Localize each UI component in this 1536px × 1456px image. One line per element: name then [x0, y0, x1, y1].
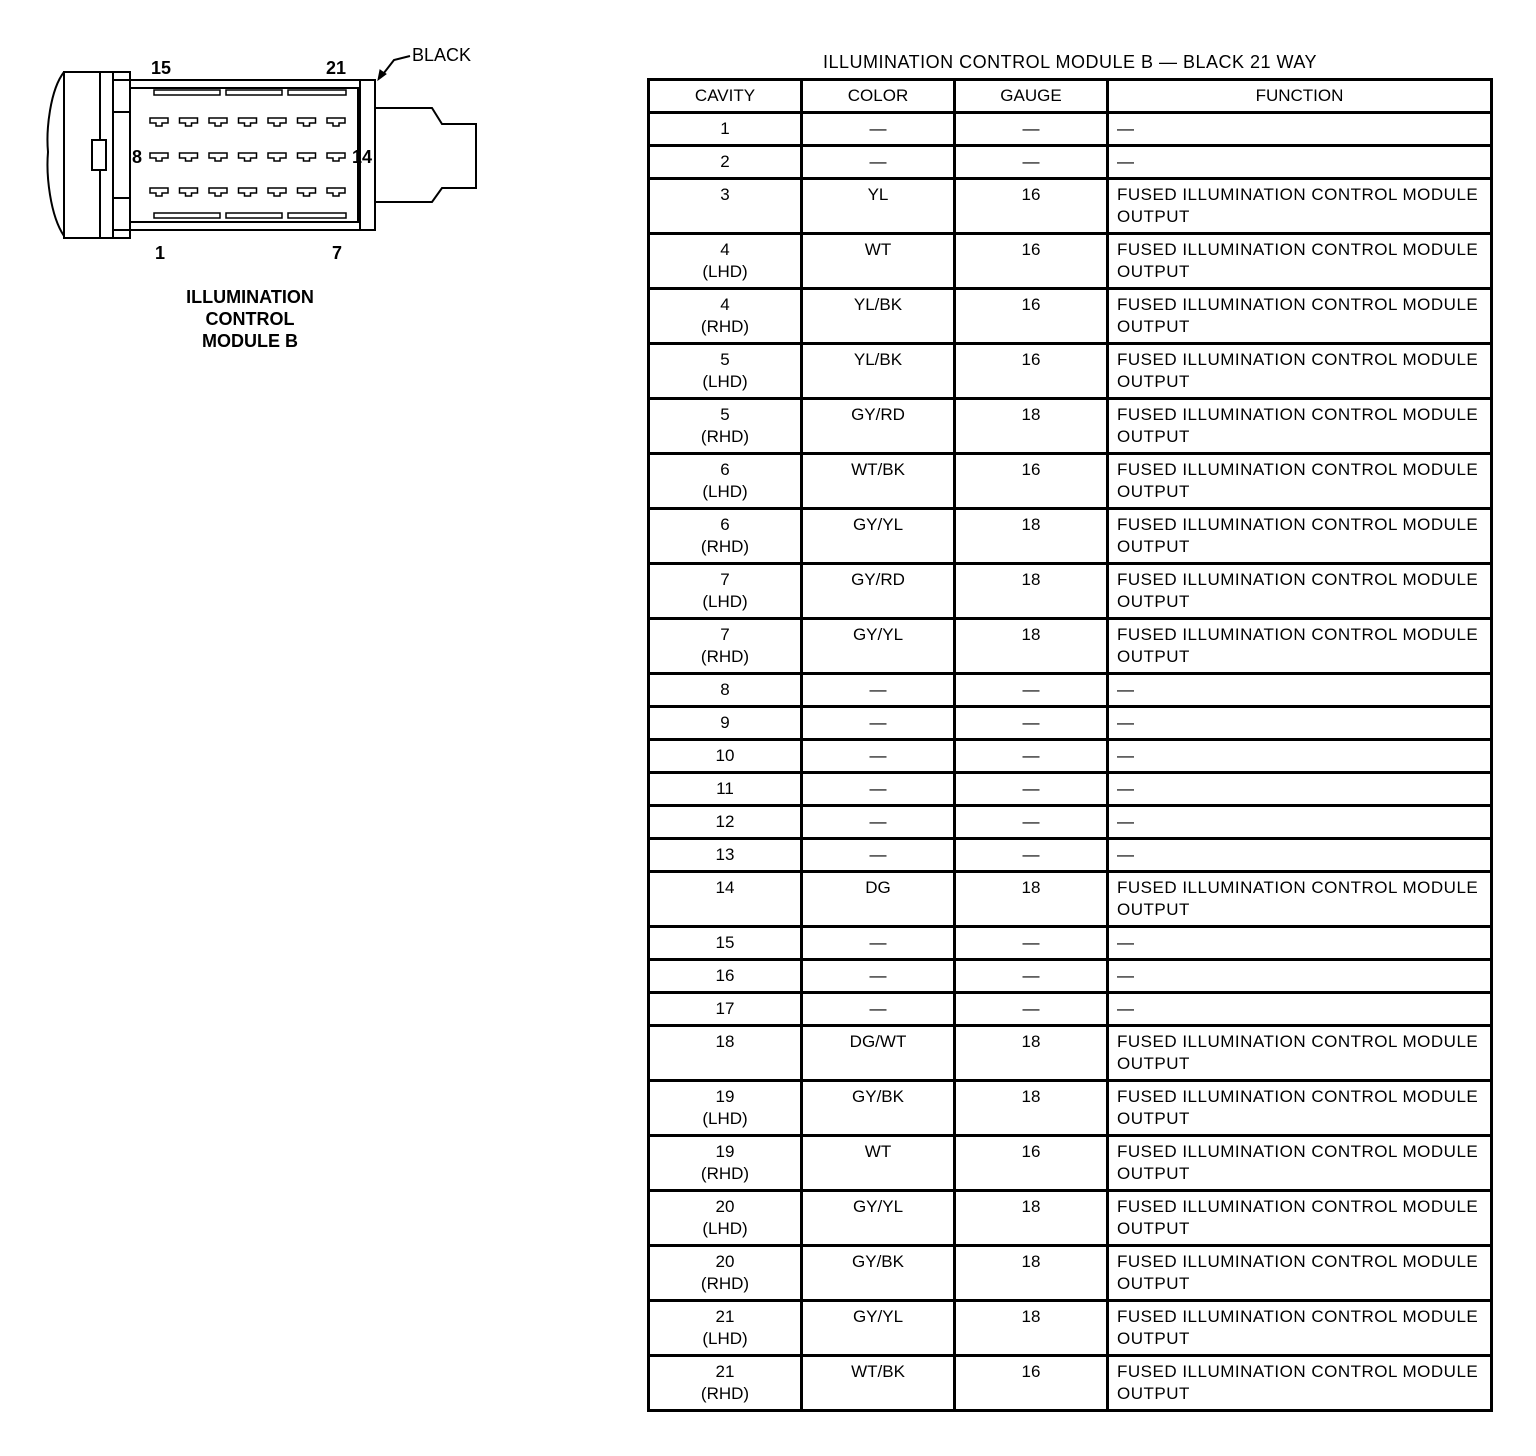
- color-cell: —: [802, 740, 955, 773]
- cavity-number: 20: [715, 1252, 735, 1271]
- function-cell: [1108, 872, 1492, 927]
- color-cell: GY/RD: [802, 399, 955, 454]
- cavity-cell: [649, 839, 802, 872]
- gauge-cell: 16: [955, 1356, 1108, 1411]
- gauge-cell: —: [955, 993, 1108, 1026]
- cavity-cell: [649, 509, 802, 564]
- table-row: [649, 234, 1492, 289]
- gauge-cell: 18: [955, 1246, 1108, 1301]
- cavity-cell: [649, 960, 802, 993]
- table-row: [649, 1191, 1492, 1246]
- function-line: OUTPUT: [1117, 207, 1190, 226]
- gauge-cell: —: [955, 707, 1108, 740]
- header-function: FUNCTION: [1108, 80, 1492, 113]
- table-row: [649, 1246, 1492, 1301]
- terminal-cavity: [268, 118, 286, 126]
- table-row: [649, 564, 1492, 619]
- gauge-cell: —: [955, 839, 1108, 872]
- terminal-cavity: [298, 188, 316, 196]
- function-line: FUSED ILLUMINATION CONTROL MODULE: [1117, 185, 1479, 204]
- terminal-cavity: [180, 118, 198, 126]
- function-line: FUSED ILLUMINATION CONTROL MODULE: [1117, 1032, 1479, 1051]
- table-row: [649, 872, 1492, 927]
- cavity-cell: [649, 707, 802, 740]
- gauge-cell: —: [955, 113, 1108, 146]
- table-row: [649, 960, 1492, 993]
- connector-name-line: MODULE B: [202, 331, 298, 351]
- gauge-cell: —: [955, 927, 1108, 960]
- color-cell: DG: [802, 872, 955, 927]
- cavity-number: 4: [720, 240, 730, 259]
- color-cell: —: [802, 839, 955, 872]
- table-row: [649, 740, 1492, 773]
- color-cell: —: [802, 927, 955, 960]
- cavity-cell: [649, 1356, 802, 1411]
- function-cell: [1108, 399, 1492, 454]
- function-cell: [1108, 960, 1492, 993]
- function-line: FUSED ILLUMINATION CONTROL MODULE: [1117, 1197, 1479, 1216]
- gauge-cell: 18: [955, 564, 1108, 619]
- table-row: [649, 773, 1492, 806]
- function-line: —: [1117, 119, 1135, 138]
- function-line: FUSED ILLUMINATION CONTROL MODULE: [1117, 295, 1479, 314]
- function-line: OUTPUT: [1117, 647, 1190, 666]
- cavity-number: 7: [720, 625, 730, 644]
- function-line: OUTPUT: [1117, 262, 1190, 281]
- function-line: FUSED ILLUMINATION CONTROL MODULE: [1117, 1142, 1479, 1161]
- table-row: [649, 454, 1492, 509]
- cavity-number: 13: [715, 845, 735, 864]
- cavity-cell: [649, 1191, 802, 1246]
- function-line: OUTPUT: [1117, 1164, 1190, 1183]
- cavity-cell: [649, 454, 802, 509]
- color-cell: DG/WT: [802, 1026, 955, 1081]
- pin-label-7: 7: [332, 243, 343, 263]
- cavity-number: 2: [720, 152, 730, 171]
- function-line: FUSED ILLUMINATION CONTROL MODULE: [1117, 460, 1479, 479]
- color-cell: —: [802, 707, 955, 740]
- connector-face-drawing: [40, 40, 500, 270]
- function-line: —: [1117, 999, 1135, 1018]
- cavity-variant: (LHD): [702, 1109, 748, 1128]
- function-line: FUSED ILLUMINATION CONTROL MODULE: [1117, 1362, 1479, 1381]
- gauge-cell: —: [955, 674, 1108, 707]
- cavity-number: 18: [715, 1032, 735, 1051]
- color-cell: GY/RD: [802, 564, 955, 619]
- header-color: COLOR: [802, 80, 955, 113]
- function-line: FUSED ILLUMINATION CONTROL MODULE: [1117, 570, 1479, 589]
- function-line: FUSED ILLUMINATION CONTROL MODULE: [1117, 878, 1479, 897]
- gauge-cell: 18: [955, 1191, 1108, 1246]
- terminal-cavity: [239, 153, 257, 161]
- function-line: —: [1117, 779, 1135, 798]
- cavity-cell: [649, 927, 802, 960]
- function-line: OUTPUT: [1117, 482, 1190, 501]
- function-line: OUTPUT: [1117, 1054, 1190, 1073]
- function-cell: [1108, 619, 1492, 674]
- cavity-variant: (RHD): [700, 537, 750, 556]
- function-line: OUTPUT: [1117, 1219, 1190, 1238]
- cavity-variant: (RHD): [700, 1164, 750, 1183]
- terminal-cavity: [239, 188, 257, 196]
- terminal-cavity: [150, 153, 168, 161]
- cavity-cell: [649, 289, 802, 344]
- cavity-cell: [649, 564, 802, 619]
- gauge-cell: —: [955, 960, 1108, 993]
- function-cell: [1108, 1301, 1492, 1356]
- gauge-cell: 18: [955, 1026, 1108, 1081]
- function-line: —: [1117, 812, 1135, 831]
- cavity-cell: [649, 399, 802, 454]
- terminal-cavity: [239, 118, 257, 126]
- color-cell: GY/YL: [802, 1301, 955, 1356]
- connector-name-line: ILLUMINATION: [186, 287, 314, 307]
- gauge-cell: —: [955, 773, 1108, 806]
- color-cell: —: [802, 113, 955, 146]
- cavity-cell: [649, 806, 802, 839]
- table-row: [649, 674, 1492, 707]
- table-row: [649, 1081, 1492, 1136]
- table-row: [649, 927, 1492, 960]
- cavity-cell: [649, 146, 802, 179]
- table-row: [649, 839, 1492, 872]
- connector-color-callout: BLACK: [412, 45, 472, 65]
- header-cavity: CAVITY: [649, 80, 802, 113]
- cavity-number: 7: [720, 570, 730, 589]
- function-cell: [1108, 927, 1492, 960]
- cavity-number: 6: [720, 460, 730, 479]
- pinout-table: [647, 78, 1493, 1412]
- table-row: [649, 113, 1492, 146]
- cavity-variant: (RHD): [700, 317, 750, 336]
- cavity-variant: (LHD): [702, 482, 748, 501]
- color-cell: YL: [802, 179, 955, 234]
- cavity-cell: [649, 1136, 802, 1191]
- function-cell: [1108, 674, 1492, 707]
- cavity-number: 19: [715, 1087, 735, 1106]
- color-cell: WT: [802, 1136, 955, 1191]
- gauge-cell: —: [955, 740, 1108, 773]
- pin-label-21: 21: [326, 58, 347, 78]
- cavity-variant: (LHD): [702, 262, 748, 281]
- color-cell: YL/BK: [802, 344, 955, 399]
- terminal-cavity: [327, 118, 345, 126]
- gauge-cell: —: [955, 146, 1108, 179]
- table-row: [649, 707, 1492, 740]
- cavity-number: 1: [720, 119, 730, 138]
- function-cell: [1108, 1246, 1492, 1301]
- function-line: OUTPUT: [1117, 1384, 1190, 1403]
- terminal-cavity: [180, 153, 198, 161]
- table-row: [649, 619, 1492, 674]
- color-cell: YL/BK: [802, 289, 955, 344]
- cavity-number: 10: [715, 746, 735, 765]
- terminal-cavity: [298, 118, 316, 126]
- function-cell: [1108, 839, 1492, 872]
- function-line: OUTPUT: [1117, 1274, 1190, 1293]
- cavity-variant: (LHD): [702, 1329, 748, 1348]
- function-cell: [1108, 1191, 1492, 1246]
- cavity-number: 5: [720, 405, 730, 424]
- cavity-cell: [649, 773, 802, 806]
- color-cell: GY/YL: [802, 1191, 955, 1246]
- gauge-cell: 16: [955, 454, 1108, 509]
- gauge-cell: 16: [955, 179, 1108, 234]
- table-title: ILLUMINATION CONTROL MODULE B — BLACK 21 WAY: [822, 52, 1318, 72]
- color-cell: WT/BK: [802, 454, 955, 509]
- cavity-variant: (LHD): [702, 1219, 748, 1238]
- cavity-variant: (LHD): [702, 592, 748, 611]
- cavity-cell: [649, 740, 802, 773]
- cavity-cell: [649, 1081, 802, 1136]
- function-line: FUSED ILLUMINATION CONTROL MODULE: [1117, 1087, 1479, 1106]
- function-line: FUSED ILLUMINATION CONTROL MODULE: [1117, 1307, 1479, 1326]
- function-line: FUSED ILLUMINATION CONTROL MODULE: [1117, 240, 1479, 259]
- function-cell: [1108, 773, 1492, 806]
- cavity-number: 17: [715, 999, 735, 1018]
- function-cell: [1108, 1356, 1492, 1411]
- function-line: FUSED ILLUMINATION CONTROL MODULE: [1117, 405, 1479, 424]
- cavity-variant: (RHD): [700, 427, 750, 446]
- function-cell: [1108, 454, 1492, 509]
- function-line: FUSED ILLUMINATION CONTROL MODULE: [1117, 350, 1479, 369]
- cavity-number: 6: [720, 515, 730, 534]
- function-cell: [1108, 113, 1492, 146]
- table-row: [649, 1026, 1492, 1081]
- cavity-number: 9: [720, 713, 730, 732]
- cavity-number: 19: [715, 1142, 735, 1161]
- color-cell: GY/BK: [802, 1246, 955, 1301]
- pin-label-1: 1: [155, 243, 166, 263]
- pin-label-14: 14: [352, 147, 373, 167]
- terminal-cavity: [327, 153, 345, 161]
- function-line: —: [1117, 152, 1135, 171]
- table-row: [649, 509, 1492, 564]
- table-row: [649, 1356, 1492, 1411]
- function-line: OUTPUT: [1117, 317, 1190, 336]
- table-row: [649, 344, 1492, 399]
- gauge-cell: 18: [955, 1301, 1108, 1356]
- color-cell: GY/YL: [802, 619, 955, 674]
- gauge-cell: 18: [955, 619, 1108, 674]
- cavity-number: 12: [715, 812, 735, 831]
- cavity-number: 5: [720, 350, 730, 369]
- gauge-cell: 18: [955, 399, 1108, 454]
- terminal-cavity: [150, 118, 168, 126]
- function-line: OUTPUT: [1117, 427, 1190, 446]
- function-line: FUSED ILLUMINATION CONTROL MODULE: [1117, 1252, 1479, 1271]
- terminal-cavity: [209, 188, 227, 196]
- table-row: [649, 289, 1492, 344]
- cavity-number: 20: [715, 1197, 735, 1216]
- pin-label-15: 15: [151, 58, 172, 78]
- cavity-number: 3: [720, 185, 730, 204]
- cavity-cell: [649, 1246, 802, 1301]
- function-line: —: [1117, 713, 1135, 732]
- function-line: —: [1117, 966, 1135, 985]
- function-cell: [1108, 707, 1492, 740]
- function-cell: [1108, 234, 1492, 289]
- cavity-cell: [649, 619, 802, 674]
- function-cell: [1108, 1081, 1492, 1136]
- function-cell: [1108, 993, 1492, 1026]
- function-cell: [1108, 564, 1492, 619]
- cavity-number: 11: [716, 779, 734, 798]
- table-row: [649, 179, 1492, 234]
- gauge-cell: 16: [955, 234, 1108, 289]
- cavity-number: 4: [720, 295, 730, 314]
- cavity-cell: [649, 234, 802, 289]
- cavity-cell: [649, 872, 802, 927]
- gauge-cell: 18: [955, 1081, 1108, 1136]
- gauge-cell: 16: [955, 344, 1108, 399]
- table-header-row: [649, 80, 1492, 113]
- cavity-number: 16: [715, 966, 735, 985]
- function-line: FUSED ILLUMINATION CONTROL MODULE: [1117, 625, 1479, 644]
- table-row: [649, 1301, 1492, 1356]
- function-line: OUTPUT: [1117, 900, 1190, 919]
- table-body: [649, 113, 1492, 1411]
- table-row: [649, 993, 1492, 1026]
- connector-name: [120, 286, 380, 352]
- color-cell: GY/YL: [802, 509, 955, 564]
- table-row: [649, 1136, 1492, 1191]
- function-line: OUTPUT: [1117, 372, 1190, 391]
- cavity-number: 21: [715, 1307, 735, 1326]
- color-cell: WT/BK: [802, 1356, 955, 1411]
- color-cell: WT: [802, 234, 955, 289]
- table-row: [649, 146, 1492, 179]
- gauge-cell: 16: [955, 289, 1108, 344]
- cavity-variant: (RHD): [700, 1274, 750, 1293]
- color-cell: —: [802, 993, 955, 1026]
- terminal-cavity: [327, 188, 345, 196]
- table-row: [649, 806, 1492, 839]
- header-gauge: GAUGE: [955, 80, 1108, 113]
- color-cell: —: [802, 960, 955, 993]
- color-cell: GY/BK: [802, 1081, 955, 1136]
- cavity-variant: (RHD): [700, 1384, 750, 1403]
- function-line: —: [1117, 933, 1135, 952]
- pin-label-8: 8: [132, 147, 143, 167]
- gauge-cell: 16: [955, 1136, 1108, 1191]
- color-cell: —: [802, 674, 955, 707]
- function-line: FUSED ILLUMINATION CONTROL MODULE: [1117, 515, 1479, 534]
- cavity-cell: [649, 1301, 802, 1356]
- cavity-cell: [649, 179, 802, 234]
- cavity-cell: [649, 674, 802, 707]
- terminal-cavity: [268, 188, 286, 196]
- function-line: OUTPUT: [1117, 537, 1190, 556]
- color-cell: —: [802, 146, 955, 179]
- function-cell: [1108, 806, 1492, 839]
- function-cell: [1108, 289, 1492, 344]
- function-cell: [1108, 344, 1492, 399]
- function-cell: [1108, 179, 1492, 234]
- function-cell: [1108, 1026, 1492, 1081]
- color-cell: —: [802, 806, 955, 839]
- function-cell: [1108, 146, 1492, 179]
- function-line: —: [1117, 680, 1135, 699]
- cavity-number: 21: [715, 1362, 735, 1381]
- terminal-cavity: [298, 153, 316, 161]
- function-line: OUTPUT: [1117, 1329, 1190, 1348]
- function-line: OUTPUT: [1117, 1109, 1190, 1128]
- cavity-variant: (LHD): [702, 372, 748, 391]
- terminal-cavity: [209, 118, 227, 126]
- gauge-cell: 18: [955, 509, 1108, 564]
- connector-name-line: CONTROL: [205, 309, 295, 329]
- cavity-cell: [649, 1026, 802, 1081]
- function-line: —: [1117, 845, 1135, 864]
- terminal-cavity: [268, 153, 286, 161]
- color-cell: —: [802, 773, 955, 806]
- gauge-cell: —: [955, 806, 1108, 839]
- gauge-cell: 18: [955, 872, 1108, 927]
- table-row: [649, 399, 1492, 454]
- function-cell: [1108, 740, 1492, 773]
- terminal-cavity: [180, 188, 198, 196]
- cavity-number: 14: [715, 878, 735, 897]
- cavity-variant: (RHD): [700, 647, 750, 666]
- function-line: OUTPUT: [1117, 592, 1190, 611]
- cavity-cell: [649, 344, 802, 399]
- cavity-cell: [649, 993, 802, 1026]
- cavity-number: 8: [720, 680, 730, 699]
- terminal-cavity: [150, 188, 168, 196]
- function-cell: [1108, 509, 1492, 564]
- function-cell: [1108, 1136, 1492, 1191]
- function-line: —: [1117, 746, 1135, 765]
- cavity-number: 15: [715, 933, 735, 952]
- cavity-cell: [649, 113, 802, 146]
- terminal-cavity: [209, 153, 227, 161]
